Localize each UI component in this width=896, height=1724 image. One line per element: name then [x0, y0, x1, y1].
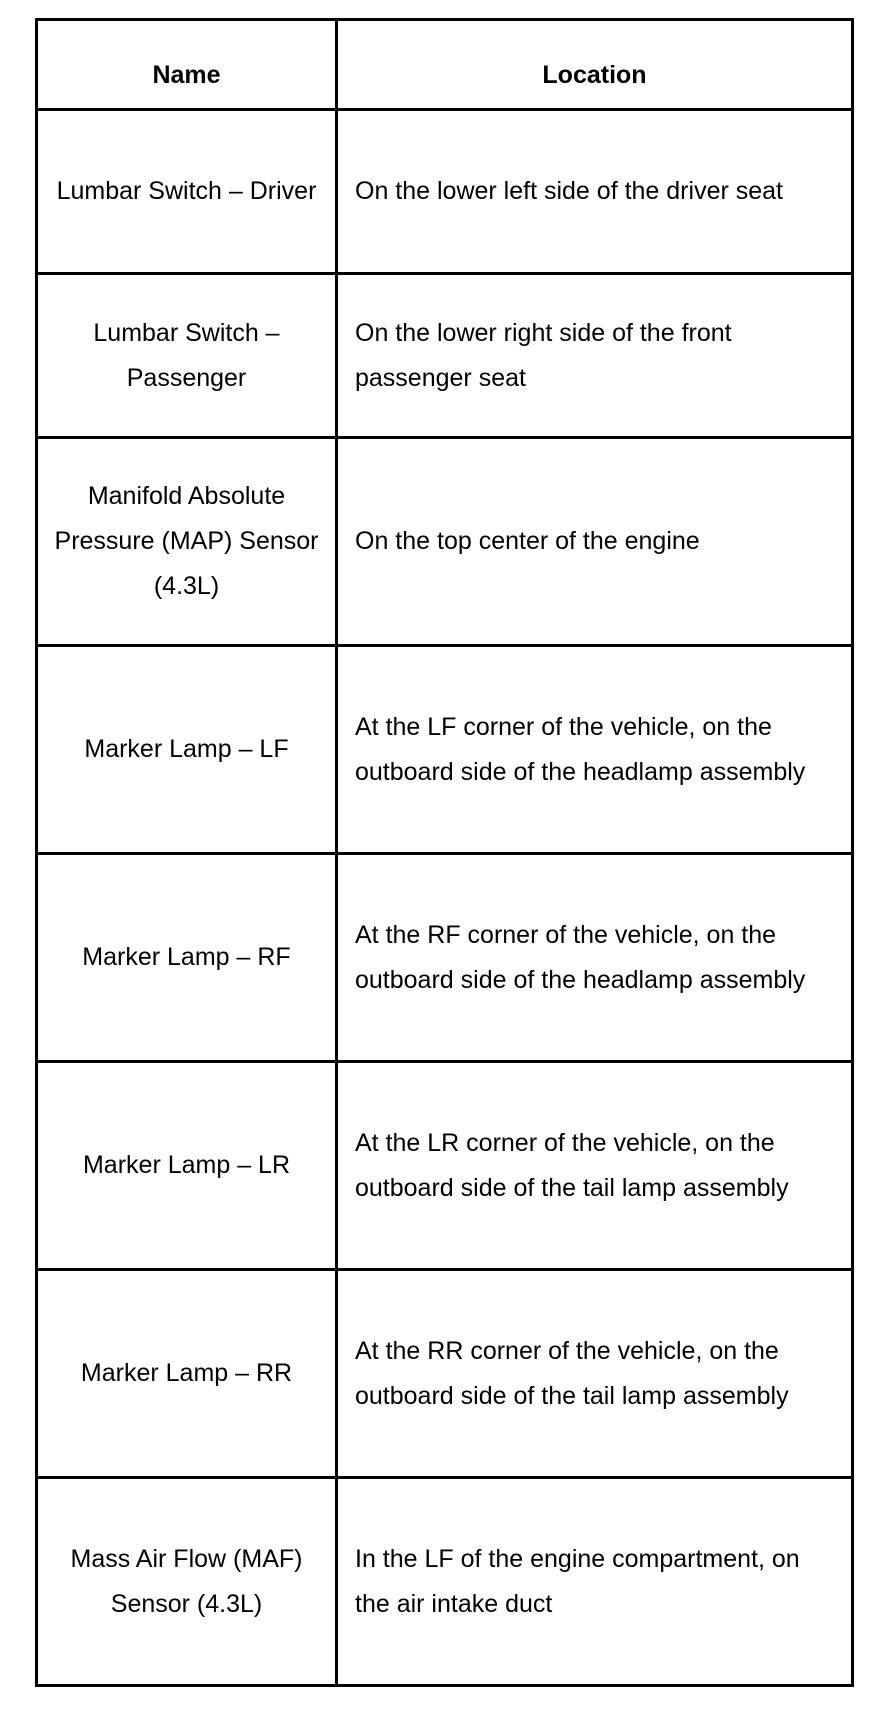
table-row: [37, 1270, 853, 1478]
location-cell: On the lower right side of the front passenger seat: [337, 274, 853, 438]
name-cell: Marker Lamp – RF: [37, 854, 337, 1062]
table-row: [37, 110, 853, 274]
table-row: [37, 438, 853, 646]
component-location-table: [35, 18, 854, 1687]
location-cell: On the top center of the engine: [337, 438, 853, 646]
name-cell: Lumbar Switch – Passenger: [37, 274, 337, 438]
location-cell: On the lower left side of the driver seat: [337, 110, 853, 274]
name-cell: Lumbar Switch – Driver: [37, 110, 337, 274]
location-cell: At the LF corner of the vehicle, on the outboard side of the headlamp assembly: [337, 646, 853, 854]
table-row: [37, 1478, 853, 1686]
table-header-row: [37, 20, 853, 110]
location-cell: At the LR corner of the vehicle, on the outboard side of the tail lamp assembly: [337, 1062, 853, 1270]
name-cell: Marker Lamp – LF: [37, 646, 337, 854]
location-cell: At the RF corner of the vehicle, on the outboard side of the headlamp assembly: [337, 854, 853, 1062]
table-row: [37, 646, 853, 854]
table-row: [37, 854, 853, 1062]
location-cell: At the RR corner of the vehicle, on the outboard side of the tail lamp assembly: [337, 1270, 853, 1478]
name-cell: Manifold Absolute Pressure (MAP) Sensor (4.3L): [37, 438, 337, 646]
name-cell: Marker Lamp – LR: [37, 1062, 337, 1270]
name-cell: Mass Air Flow (MAF) Sensor (4.3L): [37, 1478, 337, 1686]
table-row: [37, 274, 853, 438]
table-row: [37, 1062, 853, 1270]
location-cell: In the LF of the engine compartment, on the air intake duct: [337, 1478, 853, 1686]
column-header-name: Name: [37, 20, 337, 110]
column-header-location: Location: [337, 20, 853, 110]
name-cell: Marker Lamp – RR: [37, 1270, 337, 1478]
